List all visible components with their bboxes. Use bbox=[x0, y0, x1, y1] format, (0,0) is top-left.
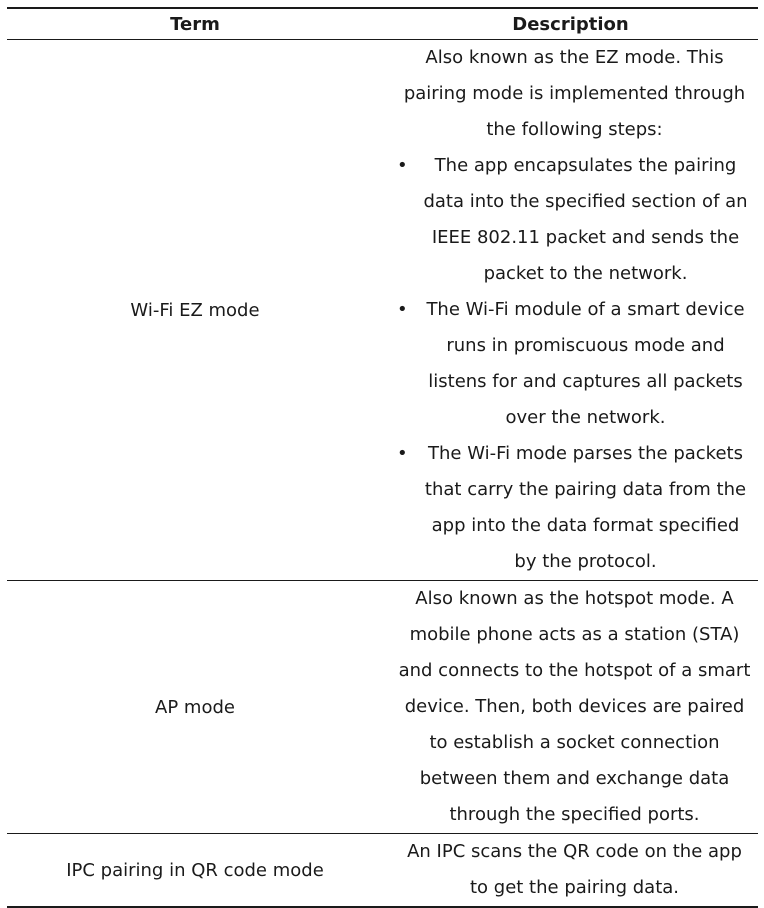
bullet-icon: • bbox=[397, 443, 408, 464]
bullet-icon: • bbox=[397, 299, 408, 320]
description-bullet-list bbox=[397, 148, 752, 580]
list-item-text: The app encapsulates the pairing data into the specified section of an IEEE 802.11 packet and sends the packet to the network. bbox=[423, 155, 748, 284]
term-cell: IPC pairing in QR code mode bbox=[7, 834, 383, 908]
list-item bbox=[397, 292, 752, 436]
description-text: An IPC scans the QR code on the app to get the pairing data. bbox=[407, 841, 742, 898]
list-item-text: The Wi-Fi mode parses the packets that carry the pairing data from the app into the data format specified by the protocol. bbox=[424, 443, 747, 572]
description-cell bbox=[383, 581, 758, 834]
terms-table bbox=[7, 7, 758, 908]
term-cell: Wi-Fi EZ mode bbox=[7, 40, 383, 581]
table-row bbox=[7, 40, 758, 581]
description-text: Also known as the EZ mode. This pairing mode is implemented through the following steps: bbox=[403, 47, 746, 140]
table-row bbox=[7, 834, 758, 908]
table-row bbox=[7, 581, 758, 834]
list-item bbox=[397, 436, 752, 580]
term-cell: AP mode bbox=[7, 581, 383, 834]
description-cell bbox=[383, 834, 758, 908]
term-column-header: Term bbox=[7, 8, 383, 40]
description-column-header: Description bbox=[383, 8, 758, 40]
list-item-text: The Wi-Fi module of a smart device runs in promiscuous mode and listens for and captures all packets over the network. bbox=[426, 299, 745, 428]
description-text: Also known as the hotspot mode. A mobile phone acts as a station (STA) and connects to the hotspot of a smart device. Then, both devices are paired to establish a socket connection between them and exchange data through the specified ports. bbox=[398, 588, 751, 825]
list-item bbox=[397, 148, 752, 292]
bullet-icon: • bbox=[397, 155, 408, 176]
header-row bbox=[7, 8, 758, 40]
description-cell bbox=[383, 40, 758, 581]
